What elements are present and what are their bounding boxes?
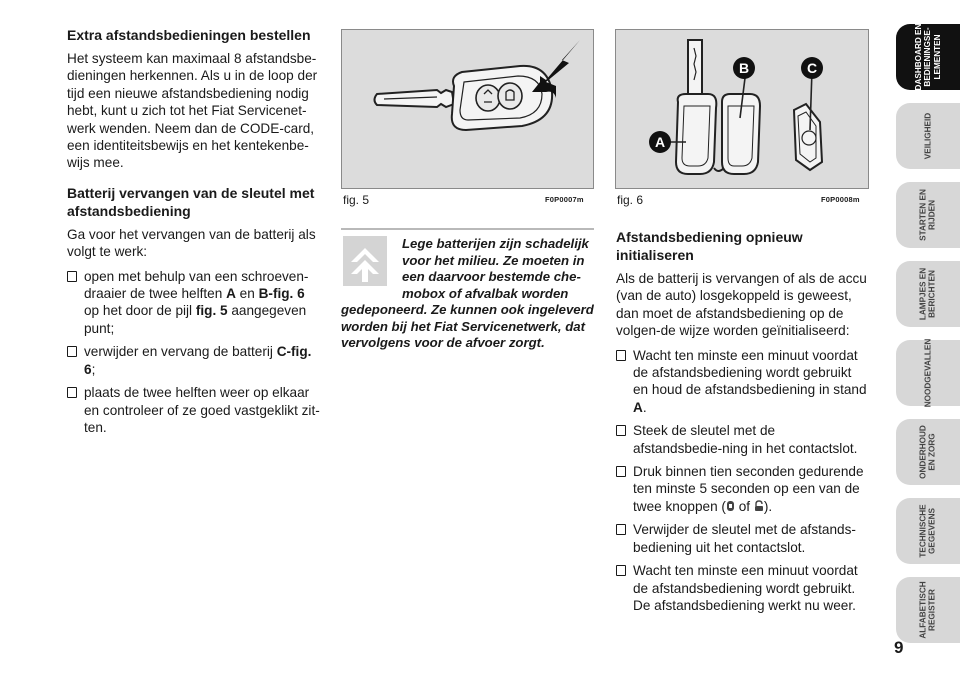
- tab-starten[interactable]: STARTEN EN RIJDEN: [896, 182, 960, 248]
- lock-button-icon: [726, 500, 735, 512]
- checkbox-bullet-icon: [616, 524, 626, 535]
- list-item: Druk binnen tien seconden gedurende ten minste 5 seconden op een van de twee knoppen ( of ).: [616, 463, 868, 515]
- figure-6-key-open-illustration: [615, 29, 869, 189]
- heading-reinitialize: Afstandsbediening opnieuw initialiseren: [616, 229, 803, 263]
- list-item: verwijder en vervang de batterij C-fig. 6;: [67, 343, 323, 378]
- figure-5-key-illustration: [341, 29, 594, 189]
- checkbox-bullet-icon: [616, 350, 626, 361]
- note-text-rest: gedeponeerd. Ze kunnen ook ingeleverd worden bij het Fiat Servicenetwerk, dat vervolgens voor de afvoer zorgt.: [341, 302, 594, 350]
- tab-dashboard[interactable]: DASHBOARD EN BEDIENINGSE- LEMENTEN: [896, 24, 960, 90]
- figure-5-code: F0P0007m: [545, 195, 584, 204]
- tab-noodgevallen[interactable]: NOODGEVALLEN: [896, 340, 960, 406]
- checkbox-bullet-icon: [616, 565, 626, 576]
- figure-6-code: F0P0008m: [821, 195, 860, 204]
- left-column: [67, 26, 323, 442]
- tab-lampjes[interactable]: LAMPJES EN BERICHTEN: [896, 261, 960, 327]
- list-item: Wacht ten minste een minuut voordat de afstandsbediening wordt gebruikt. De afstandsbediening werkt nu weer.: [616, 562, 868, 614]
- reinitialize-steps-list: [616, 347, 868, 615]
- page-number: 9: [894, 638, 904, 657]
- battery-steps-list: [67, 268, 323, 437]
- tab-technische[interactable]: TECHNISCHE GEGEVENS: [896, 498, 960, 564]
- note-separator: [341, 228, 594, 230]
- key-open-icon: [616, 30, 868, 188]
- heading-extra-remotes: Extra afstandsbedieningen bestellen: [67, 27, 311, 43]
- environment-note: [341, 236, 594, 352]
- figure-5-caption: fig. 5: [343, 193, 370, 207]
- heading-battery-replace: Batterij vervangen van de sleutel met afstandsbediening: [67, 184, 315, 219]
- unlock-button-icon: [754, 500, 764, 512]
- right-column: [616, 228, 868, 620]
- checkbox-bullet-icon: [67, 271, 77, 282]
- list-item: open met behulp van een schroeven-draaier de twee helften A en B-fig. 6 op het door de pijl fig. 5 aangegeven punt;: [67, 268, 323, 338]
- list-item: Steek de sleutel met de afstandsbedie-ning in het contactslot.: [616, 422, 868, 457]
- checkbox-bullet-icon: [616, 425, 626, 436]
- tab-alfabetisch[interactable]: ALFABETISCH REGISTER: [896, 577, 960, 643]
- tab-veiligheid[interactable]: VEILIGHEID: [896, 103, 960, 169]
- label-b: B: [738, 60, 750, 76]
- list-item: Wacht ten minste een minuut voordat de afstandsbediening wordt gebruikt en houd de afstandsbediening in stand A.: [616, 347, 868, 417]
- figure-6-caption: fig. 6: [617, 193, 644, 207]
- paragraph-battery-intro: Ga voor het vervangen van de batterij als volgt te werk:: [67, 226, 316, 260]
- paragraph-reinitialize: Als de batterij is vervangen of als de accu (van de auto) losgekoppeld is geweest, dan moet de afstandsbediening op de volgen-de wijze worden geïnitialiseerd:: [616, 271, 867, 339]
- checkbox-bullet-icon: [67, 346, 77, 357]
- list-item: plaats de twee helften weer op elkaar en controleer of ze goed vastgeklikt zit-ten.: [67, 384, 323, 436]
- key-closed-icon: [342, 30, 593, 188]
- paragraph-extra-remotes: Het systeem kan maximaal 8 afstandsbe-dieningen herkennen. Als u in de loop der tijd een nieuwe afstandsbediening nodig hebt, kunt u zich tot het Fiat Servicenet-werk wenden. Neem dan de CODE-card, een identiteitsbewijs en het kentekenbe-wijs mee.: [67, 51, 318, 171]
- list-item: Verwijder de sleutel met de afstands-bediening uit het contactslot.: [616, 521, 868, 556]
- label-a: A: [654, 134, 666, 150]
- checkbox-bullet-icon: [616, 466, 626, 477]
- note-text-first: Lege batterijen zijn schadelijk voor het milieu. Ze moeten in een daarvoor bestemde che-mobox of afvalbak worden: [402, 236, 589, 301]
- checkbox-bullet-icon: [67, 387, 77, 398]
- tab-onderhoud[interactable]: ONDERHOUD EN ZORG: [896, 419, 960, 485]
- label-c: C: [806, 60, 818, 76]
